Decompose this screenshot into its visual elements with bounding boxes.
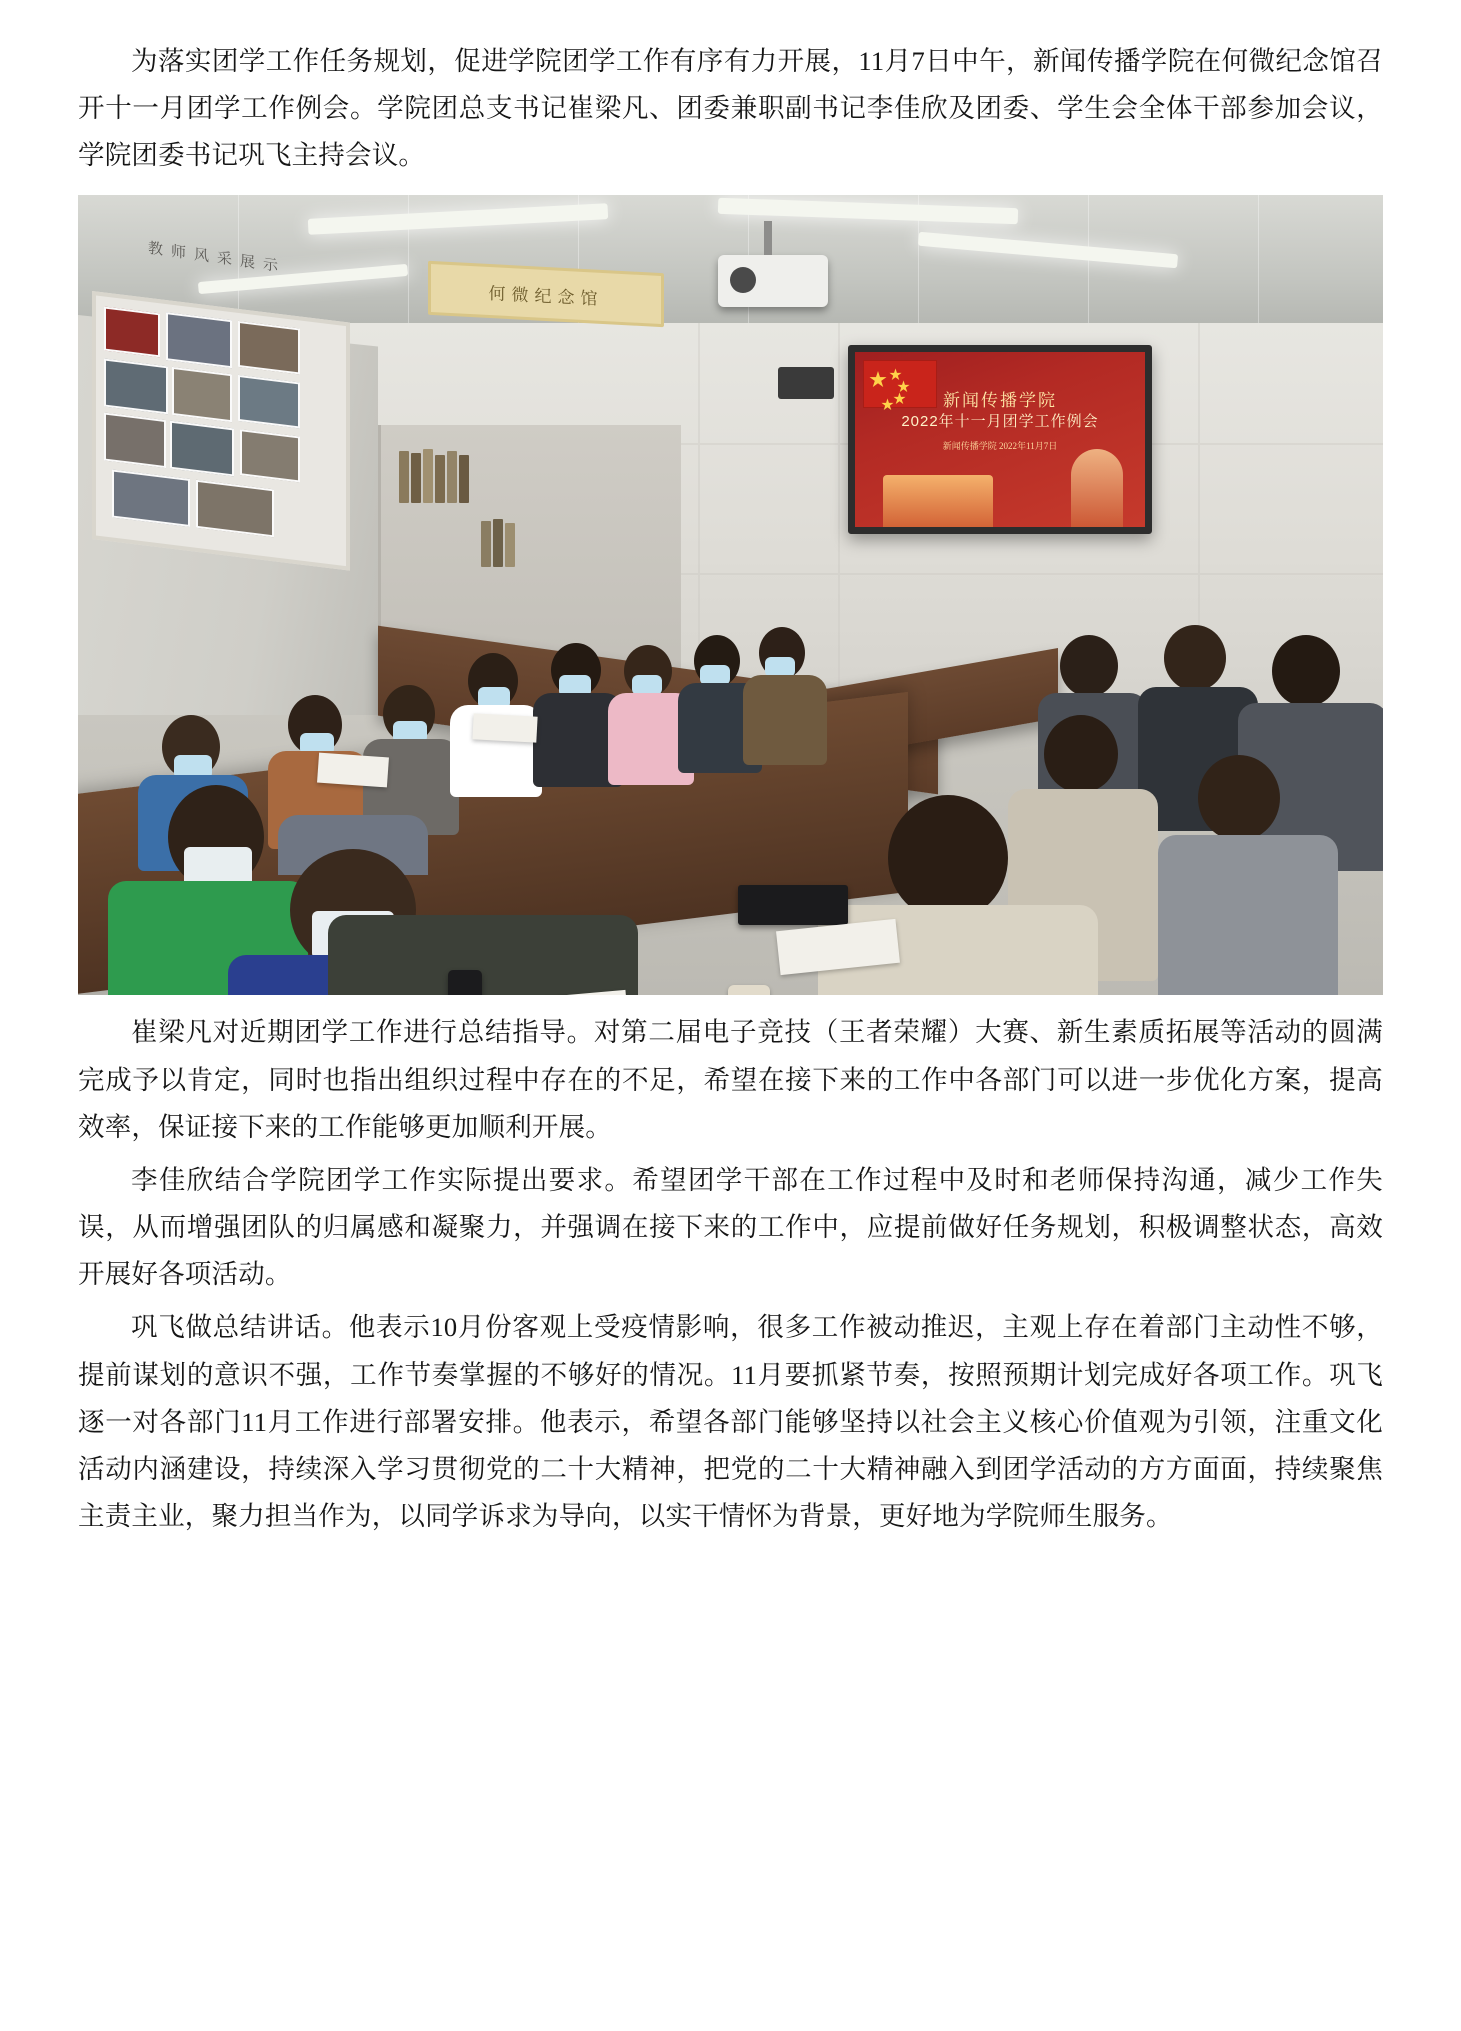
laptop: [738, 885, 848, 925]
paragraph-1: 为落实团学工作任务规划，促进学院团学工作有序有力开展，11月7日中午，新闻传播学院在何微纪念馆召开十一月团学工作例会。学院团总支书记崔梁凡、团委兼职副书记李佳欣及团委、学生会全体干部参加会议，学院团委书记巩飞主持会议。: [78, 46, 1383, 171]
cup: [728, 985, 770, 995]
photo-scene: [78, 195, 1383, 995]
screen-title-line1: 新闻传播学院: [943, 391, 1057, 411]
notebook: [472, 714, 537, 743]
tower-graphic: [1071, 449, 1123, 527]
participant-foreground-dark: [328, 915, 638, 995]
flag-graphic: ★ ★ ★ ★ ★: [863, 360, 937, 408]
paragraph-2: 崔梁凡对近期团学工作进行总结指导。对第二届电子竞技（王者荣耀）大赛、新生素质拓展等活动的圆满完成予以肯定，同时也指出组织过程中存在的不足，希望在接下来的工作中各部门可以进一步优化方案，提高效率，保证接下来的工作能够更加顺利开展。: [78, 1017, 1383, 1142]
paragraph-4: 巩飞做总结讲话。他表示10月份客观上受疫情影响，很多工作被动推迟，主观上存在着部门主动性不够，提前谋划的意识不强，工作节奏掌握的不够好的情况。11月要抓紧节奏，按照预期计划完成好各项工作。巩飞逐一对各部门11月工作进行部署安排。他表示，希望各部门能够坚持以社会主义核心价值观为引领，注重文化活动内涵建设，持续深入学习贯彻党的二十大精神，把党的二十大精神融入到团学活动的方方面面，持续聚焦主责主业，聚力担当作为，以同学诉求为导向，以实干情怀为背景，更好地为学院师生服务。: [78, 1312, 1383, 1532]
notebook: [317, 753, 389, 788]
phone: [448, 970, 482, 995]
gate-graphic: [883, 475, 993, 527]
screen-title-line2: 2022年十一月团学工作例会: [901, 413, 1099, 431]
wall-sign: 教师风采展示: [148, 240, 287, 277]
screen-subtitle: 新闻传播学院 2022年11月7日: [942, 441, 1058, 452]
presentation-screen: [848, 345, 1152, 534]
exhibit-board: [92, 291, 350, 571]
participant: [1158, 755, 1338, 995]
meeting-photo: [78, 195, 1383, 995]
paragraph-3: 李佳欣结合学院团学工作实际提出要求。希望团学干部在工作过程中及时和老师保持沟通，减少工作失误，从而增强团队的归属感和凝聚力，并强调在接下来的工作中，应提前做好任务规划，积极调整状态，高效开展好各项活动。: [78, 1164, 1383, 1290]
wall-speaker: [778, 367, 834, 399]
projector: [718, 255, 828, 307]
room-sign: 何微纪念馆: [428, 261, 664, 327]
participant: [743, 627, 827, 761]
